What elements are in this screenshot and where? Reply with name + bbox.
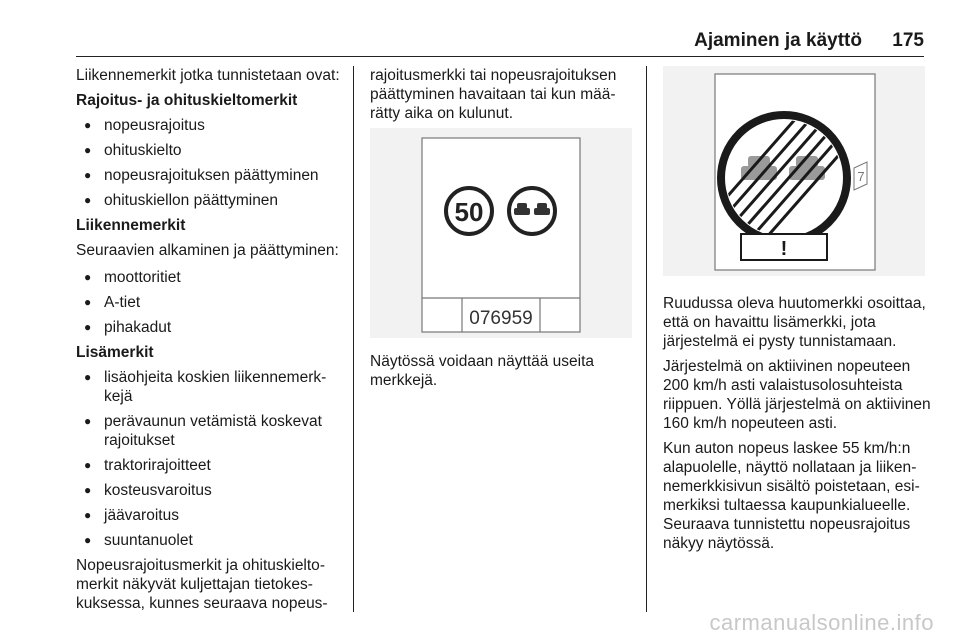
speed-limit-value: 50 (454, 197, 484, 227)
display-code: 076959 (469, 308, 533, 329)
list-item: ● pihakadut (76, 318, 344, 337)
list-item: ● ohituskielto (76, 141, 344, 160)
continuation-text: rajoitusmerkki tai nopeusrajoituksen päättyminen havaitaan tai kun määrätty aika on kulunut. (370, 67, 617, 122)
section-title-restrictions: Rajoitus- ja ohituskieltomerkit (76, 92, 298, 109)
column-right (663, 294, 933, 559)
page-header-title: Ajaminen ja käyttö (694, 30, 862, 51)
list-item: ● moottoritiet (76, 268, 344, 287)
header-rule (76, 56, 924, 57)
multiple-signs-text: Näytössä voidaan näyttää useita merkkejä. (370, 353, 595, 389)
list-item: ● traktorirajoitteet (76, 456, 344, 475)
page-number: 175 (892, 30, 924, 51)
paragraph-reset: Kun auton nopeus laskee 55 km/h:n alapuolelle, näyttö nollataan ja liikennemerkkisivun sisältö poistetaan, esimerkiksi tultaessa kaupunkialueelle. Seuraava tunnistettu nopeusrajoitus näkyy näytössä. (663, 440, 920, 552)
list-item: ● suuntanuolet (76, 531, 344, 550)
side-label: 7 (857, 169, 865, 184)
list-item: ● lisäohjeita koskien liikennemerkkejä (76, 368, 344, 406)
intro-text: Liikennemerkit jotka tunnistetaan ovat: (76, 67, 340, 84)
list-item: ● perävaunun vetämistä koskevat rajoitukset (76, 412, 344, 450)
restriction-list (76, 116, 344, 210)
end-sign-illustration (663, 66, 925, 276)
figure-end-of-restriction-sign (663, 66, 925, 276)
section-title-traffic-signs: Liikennemerkit (76, 217, 186, 234)
traffic-signs-list (76, 268, 344, 337)
list-item: ● jäävaroitus (76, 506, 344, 525)
list-item: ● ohituskiellon päättyminen (76, 191, 344, 210)
additional-signs-list (76, 368, 344, 550)
list-item: ● A-tiet (76, 293, 344, 312)
figure-display-signs (370, 128, 632, 338)
list-item: ● kosteusvaroitus (76, 481, 344, 500)
watermark: carmanualsonline.info (709, 610, 934, 635)
column-divider-2 (646, 66, 647, 612)
column-middle-lower (370, 352, 638, 396)
list-item: ● nopeusrajoituksen päättyminen (76, 166, 344, 185)
traffic-signs-text: Seuraavien alkaminen ja päättyminen: (76, 242, 339, 259)
no-overtaking-sign-icon (509, 188, 555, 234)
closing-text: Nopeusrajoitusmerkit ja ohituskieltomerkit näkyvät kuljettajan tietokeskuksessa, kunnes seuraava nopeus- (76, 557, 328, 612)
column-left (76, 66, 344, 619)
exclamation-mark: ! (780, 238, 788, 260)
section-title-additional-signs: Lisämerkit (76, 344, 154, 361)
column-middle (370, 66, 638, 129)
paragraph-activity: Järjestelmä on aktiivinen nopeuteen 200 km/h asti valaistusolosuhteista riippuen. Yöllä järjestelmä on aktiivinen 160 km/h nopeuteen asti. (663, 358, 931, 432)
column-divider-1 (353, 66, 354, 612)
paragraph-exclamation: Ruudussa oleva huutomerkki osoittaa, että on havaittu lisämerkki, jota järjestelmä ei pysty tunnistamaan. (663, 295, 926, 350)
list-item: ● nopeusrajoitus (76, 116, 344, 135)
display-illustration (370, 128, 632, 338)
